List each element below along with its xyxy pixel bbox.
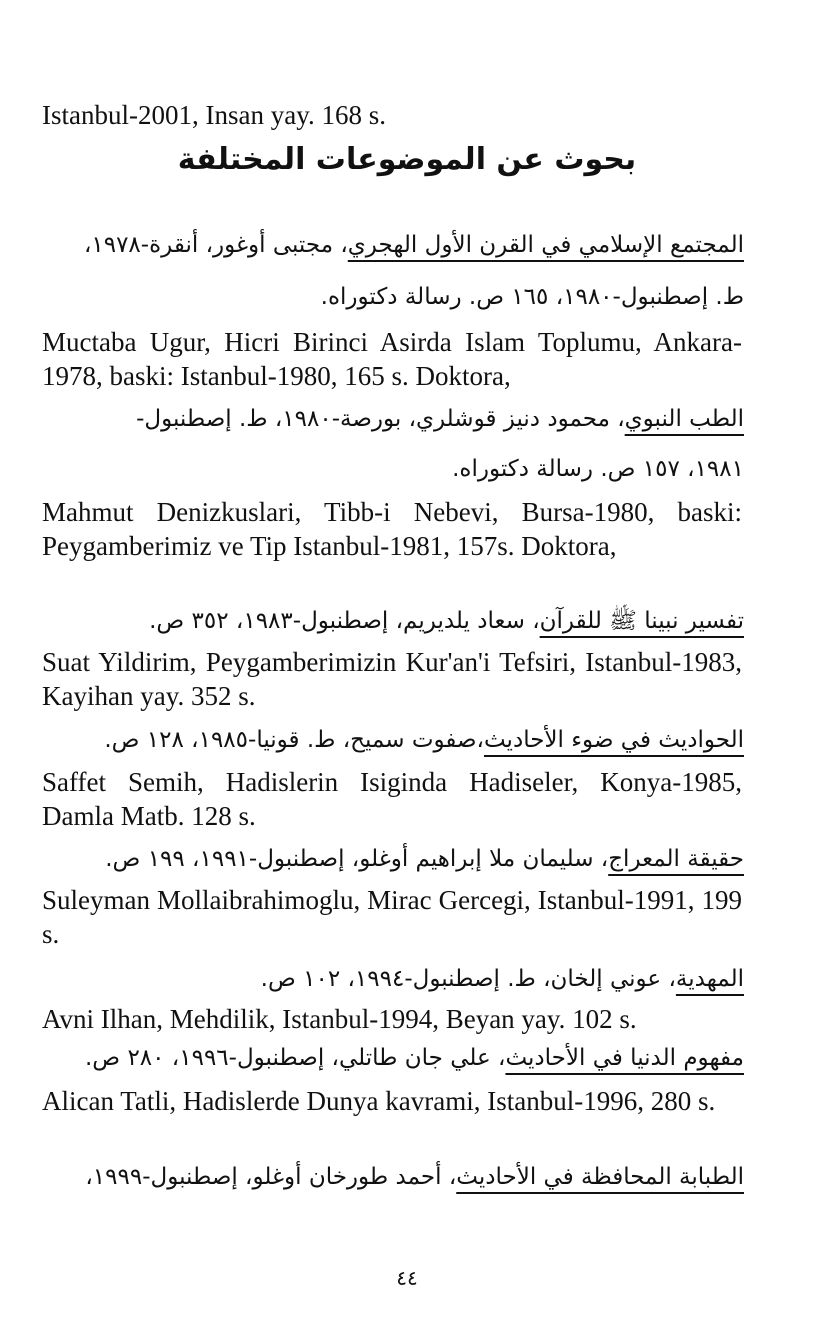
entry-3-arabic-line-1 (40, 604, 744, 638)
entry-4-arabic-line-1 (40, 723, 744, 757)
entry-7-latin: Alican Tatli, Hadislerde Dunya kavrami, Istanbul-1996, 280 s. (42, 1086, 716, 1116)
entry-6-arabic-line-1 (40, 962, 744, 996)
entry-3-latin: Suat Yildirim, Peygamberimizin Kur'an'i Tefsiri, Istanbul-1983, Kayihan yay. 352 s. (42, 647, 742, 711)
entry-1-latin: Muctaba Ugur, Hicri Birinci Asirda Islam Toplumu, Ankara-1978, baski: Istanbul-1980, 165 s. Doktora, (42, 327, 742, 391)
entry-6-latin: Avni Ilhan, Mehdilik, Istanbul-1994, Beyan yay. 102 s. (42, 1004, 637, 1034)
entry-2-arabic-line-2: ١٩٨١، ١٥٧ ص. رسالة دكتوراه. (452, 456, 744, 482)
entry-2-latin: Mahmut Denizkuslari, Tibb-i Nebevi, Bursa-1980, baski: Peygamberimiz ve Tip Istanbul-1981, 157s. Doktora, (42, 497, 742, 561)
entry-7-arabic-details: ، علي جان طاتلي، إصطنبول-١٩٩٦، ٢٨٠ ص. (85, 1045, 506, 1071)
section-title: بحوث عن الموضوعات المختلفة (177, 142, 637, 177)
entry-2-arabic-line-1 (40, 402, 744, 436)
entry-1-arabic-line-1 (40, 228, 744, 262)
entry-1-arabic-line-2: ط. إصطنبول-١٩٨٠، ١٦٥ ص. رسالة دكتوراه. (320, 284, 744, 310)
continuation-line: Istanbul-2001, Insan yay. 168 s. (42, 100, 386, 130)
entry-5-arabic-line-1 (40, 842, 744, 876)
entry-2-arabic-title: الطب النبوي (624, 406, 744, 432)
entry-4-arabic-details: ،صفوت سميح، ط. قونيا-١٩٨٥، ١٢٨ ص. (104, 727, 484, 753)
entry-6-arabic-details: ، عوني إلخان، ط. إصطنبول-١٩٩٤، ١٠٢ ص. (260, 966, 676, 992)
entry-8-arabic-title: الطبابة المحافظة في الأحاديث (456, 1164, 744, 1190)
entry-5-arabic-details: ، سليمان ملا إبراهيم أوغلو، إصطنبول-١٩٩١، ١٩٩ ص. (105, 846, 609, 872)
entry-4-arabic-title: الحواديث في ضوء الأحاديث (483, 727, 744, 753)
entry-5-arabic-title: حقيقة المعراج (608, 846, 744, 872)
entry-8-arabic-line-1 (40, 1160, 744, 1194)
entry-7-arabic-title: مفهوم الدنيا في الأحاديث (505, 1045, 744, 1071)
entry-1-arabic-details: ، مجتبى أوغور، أنقرة-١٩٧٨، (83, 232, 348, 258)
entry-1-arabic-title: المجتمع الإسلامي في القرن الأول الهجري (347, 232, 744, 258)
entry-7-arabic-line-1 (40, 1041, 744, 1075)
entry-4-latin: Saffet Semih, Hadislerin Isiginda Hadiseler, Konya-1985, Damla Matb. 128 s. (42, 767, 742, 831)
entry-6-arabic-title: المهدية (675, 966, 744, 992)
page-number: ٤٤ (396, 1266, 418, 1290)
entry-8-arabic-details: ، أحمد طورخان أوغلو، إصطنبول-١٩٩٩، (85, 1164, 457, 1190)
entry-3-arabic-title: تفسير نبينا ﷺ للقرآن (539, 608, 744, 634)
entry-5-latin: Suleyman Mollaibrahimoglu, Mirac Gercegi, Istanbul-1991, 199 s. (42, 885, 742, 949)
entry-3-arabic-details: ، سعاد يلديريم، إصطنبول-١٩٨٣، ٣٥٢ ص. (149, 608, 540, 634)
entry-2-arabic-details: ، محمود دنيز قوشلري، بورصة-١٩٨٠، ط. إصطنبول- (136, 406, 625, 432)
